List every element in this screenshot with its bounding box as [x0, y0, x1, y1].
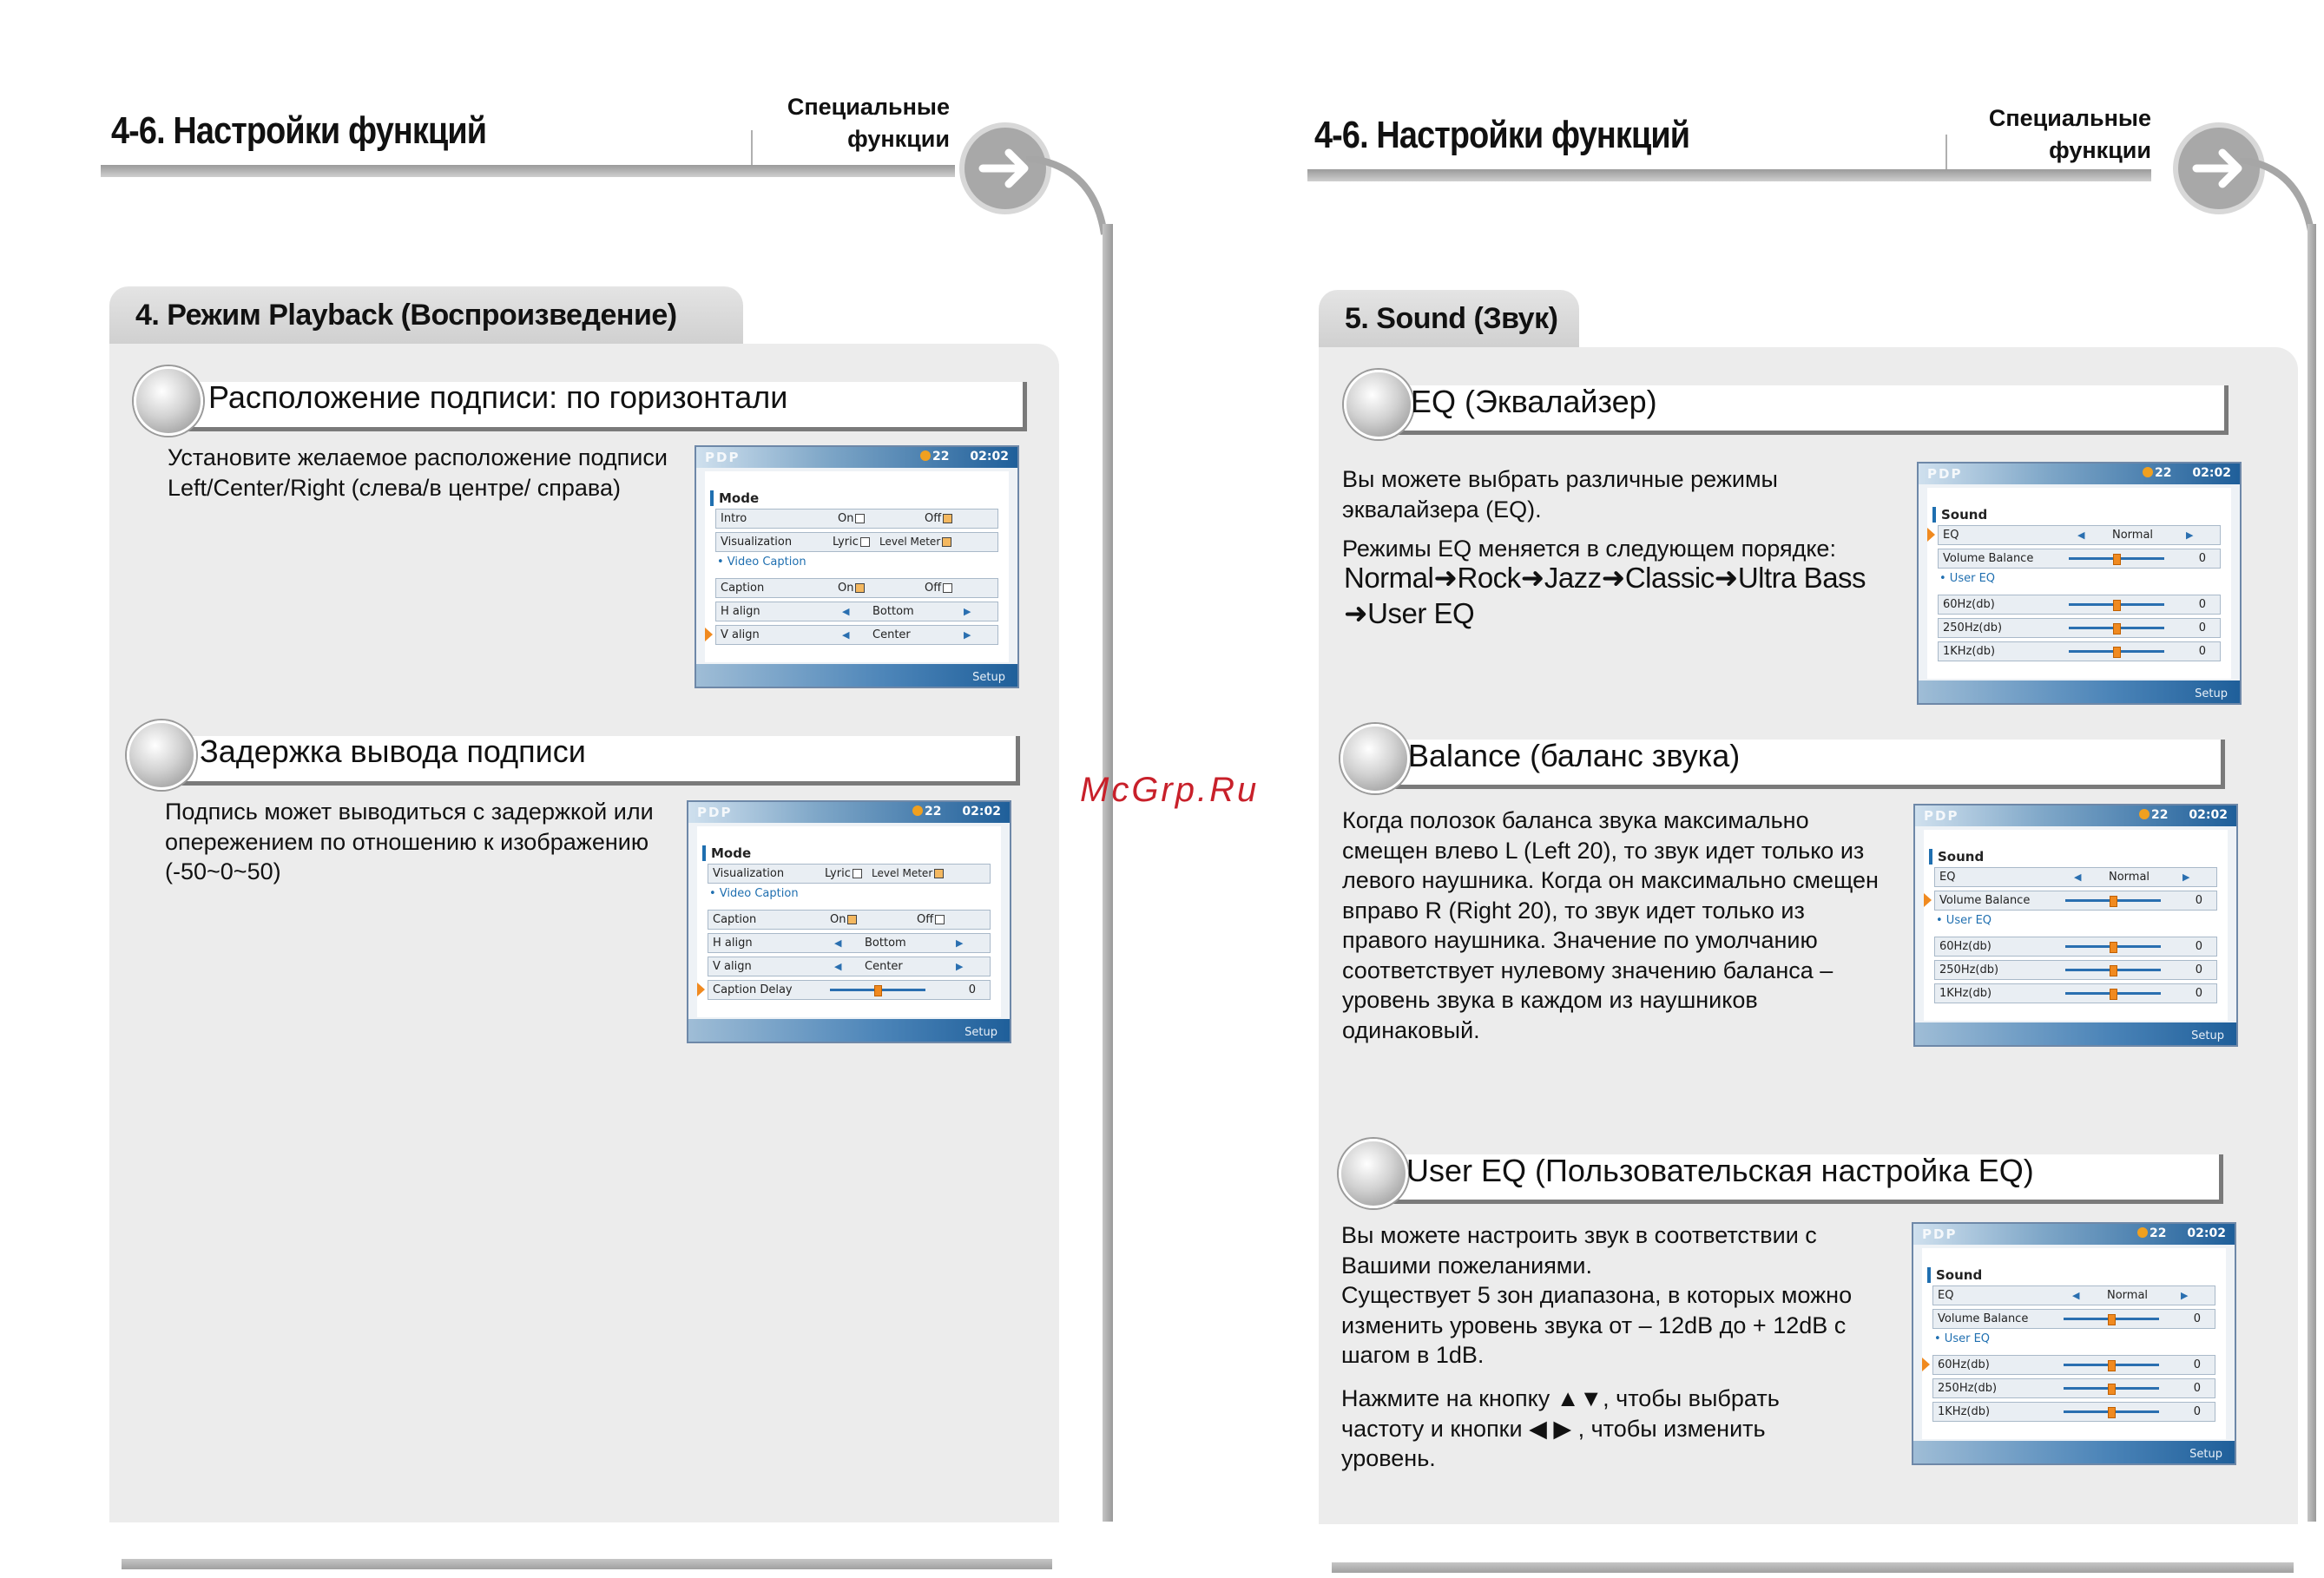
menu-row-250hz[interactable]: [1932, 1378, 2215, 1398]
menu-subheader: • User EQ: [1936, 914, 1992, 927]
battery-icon: [2139, 809, 2150, 819]
arrow-left-icon: ◀: [842, 606, 850, 617]
header-rule: [1307, 169, 2151, 181]
row-label: Visualization: [721, 536, 793, 549]
menu-subheader: • Video Caption: [709, 887, 799, 900]
slider-knob: [2113, 600, 2121, 611]
menu-subheader: • User EQ: [1939, 572, 1996, 585]
clock: 02:02: [2187, 1226, 2226, 1240]
paragraph: Существует 5 зон диапазона, в которых можно изменить уровень звука от – 12dB до + 12dB с шагом в 1dB.: [1341, 1282, 1853, 1368]
option-value: Center: [865, 960, 903, 973]
row-label: EQ: [1939, 871, 1956, 884]
menu-row-h-align[interactable]: [708, 933, 991, 953]
checkbox-icon: [847, 915, 857, 924]
screen-footer: [1913, 1441, 2235, 1463]
slider-knob: [2110, 965, 2117, 976]
row-label: 60Hz(db): [1943, 598, 1995, 611]
slider-knob: [2110, 896, 2117, 907]
menu-row-eq[interactable]: [1938, 525, 2221, 545]
menu-row-volume-balance[interactable]: [1934, 891, 2217, 911]
battery-icon: [912, 805, 923, 816]
slider-value: 0: [2193, 1382, 2201, 1395]
paragraph: Установите желаемое расположение подписи Left/Center/Right (слева/в центре/ справа): [168, 444, 668, 501]
page-edge-line: [1103, 224, 1113, 1522]
checkbox-icon: [934, 869, 944, 878]
arrow-left-icon: ◀: [2074, 871, 2082, 883]
footer-label: Setup: [2191, 1029, 2224, 1042]
menu-title: Sound: [1929, 849, 1984, 865]
arrow-right-icon: ▶: [956, 937, 964, 949]
bullet-circle-icon: [127, 720, 196, 790]
screen-menu: [1924, 830, 2228, 1021]
menu-row-250hz[interactable]: [1934, 960, 2217, 980]
slider-knob: [2108, 1314, 2116, 1325]
row-label: 1KHz(db): [1939, 987, 1992, 1000]
option-label: Lyric: [833, 536, 859, 549]
slider-value: 0: [2195, 987, 2202, 1000]
row-label: Intro: [721, 512, 747, 525]
slider-value: 0: [2195, 963, 2202, 976]
footer-rule: [1332, 1562, 2294, 1573]
menu-row-volume-balance[interactable]: [1932, 1309, 2215, 1329]
option-value: Normal: [2107, 1289, 2149, 1302]
header-category-line1: Специальные: [787, 94, 950, 120]
slider-value: 0: [2195, 894, 2202, 907]
slider-knob: [2113, 647, 2121, 658]
slider-knob: [874, 985, 882, 996]
device-screen-sound-3: [1912, 1222, 2236, 1465]
clock: 02:02: [2189, 808, 2228, 822]
screen-status-bar: [1915, 805, 2236, 826]
slider-knob: [2110, 989, 2117, 1000]
option-label: Lyric: [825, 867, 851, 880]
header-category: [1926, 102, 2151, 167]
row-label: V align: [721, 628, 760, 641]
subheading-caption-horizontal: Расположение подписи: по горизонтали: [208, 379, 788, 415]
paragraph: [1341, 1384, 1897, 1474]
page-title: 4-6. Настройки функций: [1314, 114, 1690, 156]
slider-value: 0: [2193, 1358, 2201, 1371]
option-value: Center: [872, 628, 911, 641]
slider-knob: [2108, 1360, 2116, 1371]
screen-menu: [1927, 488, 2231, 679]
eq-sequence: ➜User EQ: [1344, 597, 1475, 629]
menu-row-1khz[interactable]: [1932, 1402, 2215, 1422]
slider-value: 0: [968, 983, 976, 996]
screen-status-bar: [696, 447, 1017, 468]
eq-sequence: Normal➜Rock➜Jazz➜Classic➜Ultra Bass: [1344, 562, 1866, 594]
menu-row-visualization[interactable]: [715, 532, 998, 552]
row-label: 1KHz(db): [1943, 645, 1996, 658]
checkbox-icon: [943, 583, 952, 593]
screen-logo: PDP: [1927, 466, 1963, 482]
slider-value: 0: [2195, 940, 2202, 953]
checkbox-icon: [855, 583, 865, 593]
option-label: On: [838, 512, 854, 525]
option-label: Off: [925, 582, 942, 595]
screen-menu: [697, 826, 1001, 1017]
page-edge-curve: [2238, 158, 2316, 236]
arrow-right-icon: ▶: [2186, 529, 2194, 541]
slider-value: 0: [2198, 645, 2206, 658]
battery-value: 22: [925, 805, 942, 819]
row-label: Visualization: [713, 867, 785, 880]
screen-footer: [1919, 681, 2240, 703]
row-label: 250Hz(db): [1938, 1382, 1998, 1395]
option-label: Off: [917, 913, 934, 926]
slider-knob: [2108, 1384, 2116, 1395]
checkbox-icon: [943, 514, 952, 523]
battery-value: 22: [2151, 808, 2169, 822]
arrow-right-icon: ▶: [956, 961, 964, 972]
menu-row-eq[interactable]: [1932, 1285, 2215, 1305]
option-value: Normal: [2109, 871, 2150, 884]
footer-label: Setup: [972, 671, 1005, 684]
screen-status-bar: [688, 802, 1010, 823]
option-value: Bottom: [865, 937, 906, 950]
arrow-right-icon: ▶: [964, 629, 971, 641]
screen-status-bar: [1913, 1224, 2235, 1245]
row-label: Caption: [713, 913, 757, 926]
arrow-left-icon: ◀: [834, 961, 842, 972]
paragraph: Вы можете настроить звук в соответствии с Вашими пожеланиями.: [1341, 1222, 1817, 1279]
checkbox-icon: [853, 869, 862, 878]
checkbox-icon: [855, 514, 865, 523]
screen-footer: [688, 1019, 1010, 1042]
option-label: Level Meter: [879, 536, 941, 548]
screen-footer: [1915, 1022, 2236, 1045]
screen-menu: [1922, 1248, 2226, 1439]
paragraph-line: частоту и кнопки ◀ ▶ , чтобы изменить: [1341, 1415, 1766, 1442]
menu-title: Sound: [1927, 1267, 1982, 1283]
header-category: [729, 91, 950, 155]
cursor-icon: [1922, 1358, 1930, 1371]
arrow-left-icon: ◀: [2077, 529, 2085, 541]
menu-row-h-align[interactable]: [715, 602, 998, 621]
row-label: Volume Balance: [1943, 552, 2034, 565]
slider-value: 0: [2198, 552, 2206, 565]
menu-subheader: • User EQ: [1934, 1332, 1991, 1345]
checkbox-icon: [860, 537, 870, 547]
subheading-user-eq: User EQ (Пользовательская настройка EQ): [1406, 1153, 2034, 1188]
slider-knob: [2108, 1407, 2116, 1418]
slider-knob: [2110, 942, 2117, 953]
cursor-icon: [1927, 528, 1935, 542]
paragraph-line: уровень.: [1341, 1445, 1436, 1471]
menu-row-1khz[interactable]: [1934, 983, 2217, 1003]
option-value: Bottom: [872, 605, 914, 618]
menu-row-v-align[interactable]: [715, 625, 998, 645]
menu-row-caption[interactable]: [715, 578, 998, 598]
option-label: Level Meter: [872, 867, 933, 879]
slider-knob: [2113, 554, 2121, 565]
screen-logo: PDP: [1924, 808, 1959, 824]
menu-row-v-align[interactable]: [708, 957, 991, 976]
row-label: EQ: [1938, 1289, 1954, 1302]
section-tab-sound: 5. Sound (Звук): [1319, 290, 1579, 347]
menu-row-intro[interactable]: [715, 509, 998, 529]
cursor-icon: [697, 983, 705, 996]
bullet-circle-icon: [134, 366, 203, 436]
option-value: Normal: [2112, 529, 2154, 542]
bullet-circle-icon: [1344, 370, 1413, 439]
checkbox-icon: [942, 537, 951, 547]
option-label: On: [830, 913, 846, 926]
device-screen-mode-2: [687, 800, 1011, 1043]
menu-title: Mode: [710, 490, 759, 506]
slider-value: 0: [2198, 621, 2206, 634]
battery-icon: [920, 450, 931, 461]
footer-rule: [122, 1559, 1052, 1569]
paragraph: Когда полозок баланса звука максимально смещен влево L (Left 20), то звук идет только из левого наушника. Когда он максимально смещен вправо R (Right 20), то звук идет только из правого наушника. Значение по умолчанию соответствует нулевому значению баланса – уровень звука в каждом из наушников одинаковый.: [1342, 807, 1879, 1043]
watermark: McGrp.Ru: [1080, 771, 1260, 809]
footer-label: Setup: [2189, 1448, 2222, 1461]
menu-row-caption-delay[interactable]: [708, 980, 991, 1000]
clock: 02:02: [970, 450, 1009, 464]
paragraph: Режимы EQ меняется в следующем порядке:: [1342, 536, 1836, 562]
arrow-left-icon: ◀: [834, 937, 842, 949]
row-label: Volume Balance: [1939, 894, 2031, 907]
section-tab-playback: 4. Режим Playback (Воспроизведение): [109, 286, 743, 344]
arrow-right-icon: ▶: [2181, 1290, 2189, 1301]
cursor-icon: [705, 628, 713, 641]
bullet-circle-icon: [1340, 724, 1410, 793]
menu-row-60hz[interactable]: [1938, 595, 2221, 615]
paragraph-line: Нажмите на кнопку ▲▼, чтобы выбрать: [1341, 1385, 1780, 1411]
arrow-right-icon: ▶: [964, 606, 971, 617]
menu-row-60hz[interactable]: [1932, 1355, 2215, 1375]
arrow-right-icon: ▶: [2182, 871, 2190, 883]
subheading-eq: EQ (Эквалайзер): [1411, 384, 1657, 419]
menu-row-visualization[interactable]: [708, 864, 991, 884]
clock: 02:02: [962, 805, 1001, 819]
battery-value: 22: [932, 450, 950, 464]
row-label: H align: [713, 937, 753, 950]
menu-row-eq[interactable]: [1934, 867, 2217, 887]
battery-value: 22: [2150, 1226, 2167, 1240]
right-page: [1162, 0, 2323, 1578]
clock: 02:02: [2192, 466, 2231, 480]
footer-label: Setup: [964, 1026, 997, 1039]
page-title: 4-6. Настройки функций: [111, 109, 487, 152]
row-label: Caption Delay: [713, 983, 793, 996]
paragraph: Вы можете выбрать различные режимы эквалайзера (EQ).: [1342, 466, 1778, 523]
footer-label: Setup: [2195, 687, 2228, 700]
device-screen-sound-1: [1917, 462, 2242, 705]
menu-row-caption[interactable]: [708, 910, 991, 930]
row-label: 1KHz(db): [1938, 1405, 1991, 1418]
paragraph: Подпись может выводиться с задержкой или опережением по отношению к изображению (-50~0~50): [165, 799, 654, 884]
menu-row-60hz[interactable]: [1934, 937, 2217, 957]
header-category-line1: Специальные: [1988, 105, 2151, 131]
subheading-caption-delay: Задержка вывода подписи: [200, 733, 586, 769]
arrow-left-icon: ◀: [842, 629, 850, 641]
screen-logo: PDP: [705, 450, 741, 465]
row-label: 60Hz(db): [1939, 940, 1992, 953]
arrow-left-icon: ◀: [2072, 1290, 2080, 1301]
menu-row-250hz[interactable]: [1938, 618, 2221, 638]
header-category-line2: функции: [2049, 137, 2151, 163]
battery-value: 22: [2155, 466, 2172, 480]
row-label: Caption: [721, 582, 765, 595]
slider-value: 0: [2193, 1405, 2201, 1418]
row-label: H align: [721, 605, 760, 618]
device-screen-mode-1: [695, 445, 1019, 688]
page-edge-line: [2308, 224, 2316, 1522]
battery-icon: [2137, 1227, 2148, 1238]
menu-row-volume-balance[interactable]: [1938, 549, 2221, 569]
screen-menu: [705, 471, 1009, 662]
row-label: 250Hz(db): [1939, 963, 1999, 976]
option-label: On: [838, 582, 854, 595]
row-label: 60Hz(db): [1938, 1358, 1990, 1371]
row-label: Volume Balance: [1938, 1312, 2029, 1325]
screen-status-bar: [1919, 464, 2240, 484]
device-screen-sound-2: [1913, 804, 2238, 1047]
menu-subheader: • Video Caption: [717, 556, 806, 569]
slider-value: 0: [2193, 1312, 2201, 1325]
menu-title: Sound: [1932, 507, 1987, 523]
slider-value: 0: [2198, 598, 2206, 611]
cursor-icon: [1924, 893, 1932, 907]
screen-logo: PDP: [1922, 1226, 1958, 1242]
subheading-balance: Balance (баланс звука): [1408, 738, 1741, 773]
screen-logo: PDP: [697, 805, 733, 820]
screen-footer: [696, 664, 1017, 687]
option-label: Off: [925, 512, 942, 525]
slider-knob: [2113, 623, 2121, 634]
row-label: EQ: [1943, 529, 1959, 542]
bullet-circle-icon: [1339, 1139, 1408, 1208]
row-label: 250Hz(db): [1943, 621, 2003, 634]
row-label: V align: [713, 960, 752, 973]
header-category-line2: функции: [847, 126, 950, 152]
battery-icon: [2143, 467, 2153, 477]
header-rule: [101, 165, 955, 177]
checkbox-icon: [935, 915, 945, 924]
menu-title: Mode: [702, 845, 751, 861]
menu-row-1khz[interactable]: [1938, 641, 2221, 661]
